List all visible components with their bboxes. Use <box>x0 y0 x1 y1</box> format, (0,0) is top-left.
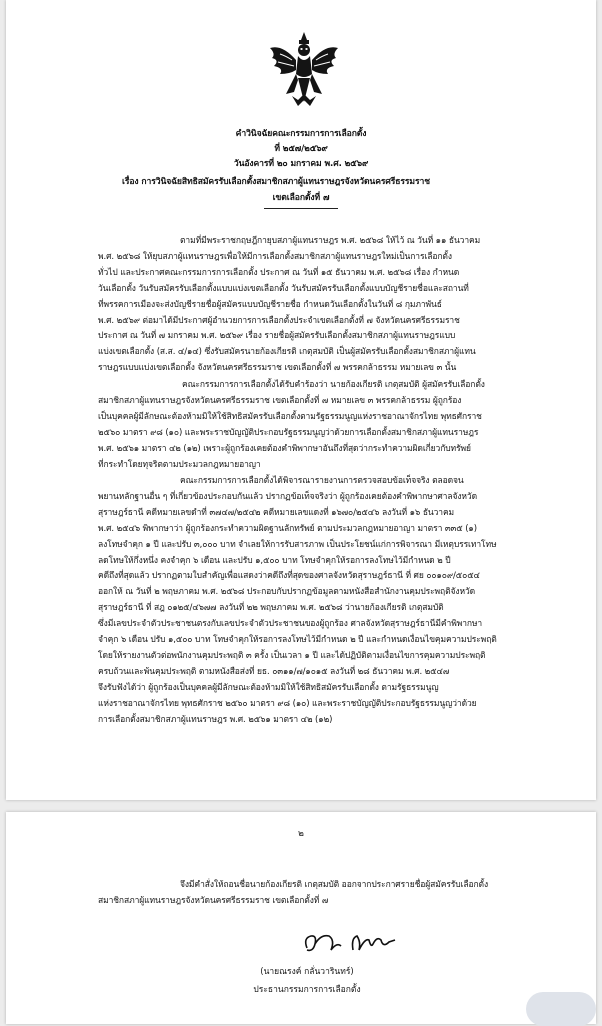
page-number: ๒ <box>298 829 304 839</box>
garuda-emblem-icon <box>268 30 340 110</box>
paragraph-3: คณะกรรมการการเลือกตั้งได้พิจารณารายงานการตรวจสอบข้อเท็จจริง ตลอดจน พยานหลักฐานอื่น ๆ ที่เกี่ยวข้องประกอบกันแล้ว ปรากฏข้อเท็จจริงว่า ผู้ถูกร้องเคยต้องคำพิพากษาศาลจังหวัด สุราษฎร์ธานี คดีหมายเลขดำที่ ๓๗๔๗/๒๕๔๒ คดีหมายเลขแดงที่ ๑๖๗๐/๒๕๔๖ ลงวันที่ ๑๖ ธันวาคม พ.ศ. ๒๕๔๖ พิพากษาว่า ผู้ถูกร้องกระทำความผิดฐานลักทรัพย์ ตามประมวลกฎหมายอาญา มาตรา ๓๓๕ (๑) ลงโทษจำคุก ๑ ปี และปรับ ๓,๐๐๐ บาท จำเลยให้การรับสารภาพ เป็นประโยชน์แก่การพิจารณา มีเหตุบรรเทาโทษ ลดโทษให้กึ่งหนึ่ง คงจำคุก ๖ เดือน และปรับ ๑,๕๐๐ บาท โทษจำคุกให้รอการลงโทษไว้มีกำหนด ๒ ปี คดีถึงที่สุดแล้ว ปรากฏตามใบสำคัญเพื่อแสดงว่าคดีถึงที่สุดของศาลจังหวัดสุราษฎร์ธานี ที่ ศย ๐๐๑๐๙/๕๐๕๔ ออกให้ ณ วันที่ ๒ พฤษภาคม พ.ศ. ๒๕๖๘ ประกอบกับปรากฏข้อมูลตามหนังสือสำนักงานคุมประพฤติจังหวัด สุราษฎร์ธานี ที่ สฎ ๐๑๒๕/๔๖๗๗ ลงวันที่ ๒๒ พฤษภาคม พ.ศ. ๒๕๖๘ ว่านายก้องเกียรติ เกตุสมบัติ ซึ่งมีเลขประจำตัวประชาชนตรงกับเลขประจำตัวประชาชนของผู้ถูกร้อง ศาลจังหวัดสุราษฎร์ธานีมีคำพิพากษา จำคุก ๖ เดือน ปรับ ๑,๕๐๐ บาท โทษจำคุกให้รอการลงโทษไว้มีกำหนด ๒ ปี และกำหนดเงื่อนไขคุมความประพฤติ โดยให้รายงานตัวต่อพนักงานคุมประพฤติ ๓ ครั้ง เป็นเวลา ๑ ปี และได้ปฏิบัติตามเงื่อนไขการคุมความประพฤติ ครบถ้วนและพ้นคุมประพฤติ ตามหนังสือส่งที่ ยธ. ๐๓๑๑/๗/๑๐๑๕ ลงวันที่ ๒๘ ธันวาคม พ.ศ. ๒๕๔๗ จึงรับฟังได้ว่า ผู้ถูกร้องเป็นบุคคลผู้มีลักษณะต้องห้ามมิให้ใช้สิทธิสมัครรับเลือกตั้ง ตามรัฐธรรมนูญ แห่งราชอาณาจักรไทย พุทธศักราช ๒๕๖๐ มาตรา ๙๘ (๑๐) และพระราชบัญญัติประกอบรัฐธรรมนูญว่าด้วย การเลือกตั้งสมาชิกสภาผู้แทนราษฎร พ.ศ. ๒๕๖๑ มาตรา ๔๒ (๑๒) <box>98 476 497 725</box>
decision-number: ที่ ๒๕๗/๒๕๖๙ <box>274 144 328 154</box>
paragraph-2: คณะกรรมการการเลือกตั้งได้รับคำร้องว่า นายก้องเกียรติ เกตุสมบัติ ผู้สมัครรับเลือกตั้ง สมาชิกสภาผู้แทนราษฎรจังหวัดนครศรีธรรมราช เขตเลือกตั้งที่ ๗ หมายเลข ๓ พรรคกล้าธรรม ผู้ถูกร้อง เป็นบุคคลผู้มีลักษณะต้องห้ามมิให้ใช้สิทธิสมัครรับเลือกตั้งตามรัฐธรรมนูญแห่งราชอาณาจักรไทย พุทธศักราช ๒๕๖๐ มาตรา ๙๘ (๑๐) และพระราชบัญญัติประกอบรัฐธรรมนูญว่าด้วยการเลือกตั้งสมาชิกสภาผู้แทนราษฎร พ.ศ. ๒๕๖๑ มาตรา ๔๒ (๑๒) เพราะผู้ถูกร้องเคยต้องคำพิพากษาอันถึงที่สุดว่ากระทำความผิดเกี่ยวกับทรัพย์ ที่กระทำโดยทุจริตตามประมวลกฎหมายอาญา <box>98 380 485 470</box>
header-divider <box>264 208 338 209</box>
floating-overlay <box>526 992 596 1026</box>
signer-title: ประธานกรรมการการเลือกตั้ง <box>253 985 361 995</box>
decision-date: วันอังคารที่ ๒๐ มกราคม พ.ศ. ๒๕๖๙ <box>233 159 369 169</box>
handwritten-signature <box>301 928 397 958</box>
signer-name: (นายณรงค์ กลั่นวารินทร์) <box>260 967 354 977</box>
paragraph-1: ตามที่มีพระราชกฤษฎีกายุบสภาผู้แทนราษฎร พ.ศ. ๒๕๖๘ ให้ไว้ ณ วันที่ ๑๑ ธันวาคม พ.ศ. ๒๕๖๘ ให้ยุบสภาผู้แทนราษฎรเพื่อให้มีการเลือกตั้งสมาชิกสภาผู้แทนราษฎรใหม่เป็นการเลือกตั้ง ทั่วไป และประกาศคณะกรรมการการเลือกตั้ง ประกาศ ณ วันที่ ๑๕ ธันวาคม พ.ศ. ๒๕๖๘ เรื่อง กำหนด วันเลือกตั้ง วันรับสมัครรับเลือกตั้งแบบแบ่งเขตเลือกตั้ง วันรับสมัครรับเลือกตั้งแบบบัญชีรายชื่อและสถานที่ ที่พรรคการเมืองจะส่งบัญชีรายชื่อผู้สมัครแบบบัญชีรายชื่อ กำหนดวันเลือกตั้งในวันที่ ๘ กุมภาพันธ์ พ.ศ. ๒๕๖๙ ต่อมาได้มีประกาศผู้อำนวยการการเลือกตั้งประจำเขตเลือกตั้งที่ ๗ จังหวัดนครศรีธรรมราช ประกาศ ณ วันที่ ๗ มกราคม พ.ศ. ๒๕๖๙ เรื่อง รายชื่อผู้สมัครรับเลือกตั้งสมาชิกสภาผู้แทนราษฎรแบบ แบ่งเขตเลือกตั้ง (ส.ส. ๔/๑๔) ซึ่งรับสมัครนายก้องเกียรติ เกตุสมบัติ เป็นผู้สมัครรับเลือกตั้งสมาชิกสภาผู้แทน ราษฎรแบบแบ่งเขตเลือกตั้ง จังหวัดนครศรีธรรมราช เขตเลือกตั้งที่ ๗ พรรคกล้าธรรม หมายเลข ๓ นั้น <box>98 236 481 374</box>
subject-line: เรื่อง การวินิจฉัยสิทธิสมัครรับเลือกตั้งสมาชิกสภาผู้แทนราษฎรจังหวัดนครศรีธรรมราช <box>122 177 430 187</box>
document-title: คำวินิจฉัยคณะกรรมการการเลือกตั้ง <box>235 129 367 139</box>
order-paragraph: จึงมีคำสั่งให้ถอนชื่อนายก้องเกียรติ เกตุสมบัติ ออกจากประกาศรายชื่อผู้สมัครรับเลือกตั้ง สมาชิกสภาผู้แทนราษฎรจังหวัดนครศรีธรรมราช เขตเลือกตั้งที่ ๗ <box>98 880 488 906</box>
document-page-2 <box>6 812 596 1024</box>
subject-line-2: เขตเลือกตั้งที่ ๗ <box>272 193 330 203</box>
document-page-1 <box>6 0 596 800</box>
